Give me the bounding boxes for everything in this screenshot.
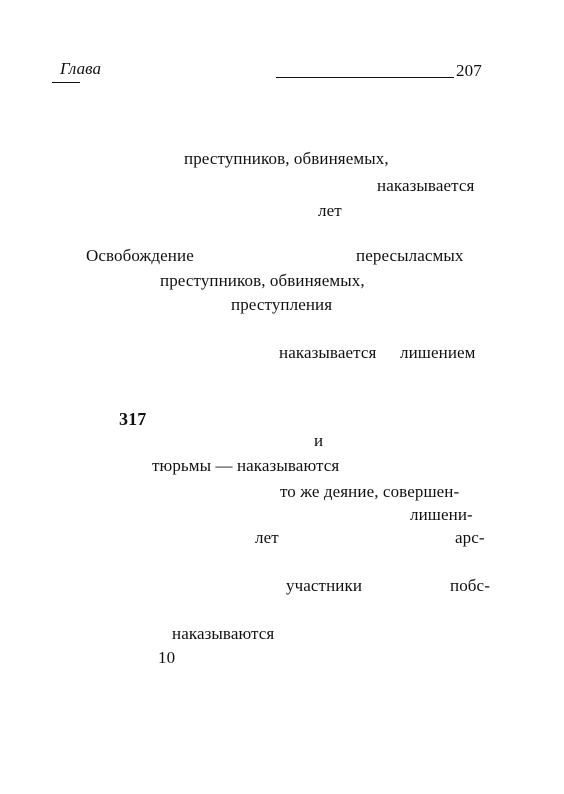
text-line: лет xyxy=(318,201,342,220)
text-line: 10 xyxy=(158,648,176,667)
header-rule xyxy=(276,77,454,78)
text-line: то же деяние, совершен- xyxy=(280,482,460,501)
text-line: и xyxy=(314,431,324,450)
text-line: лишени- xyxy=(410,505,473,524)
text-line: лишением xyxy=(400,343,476,362)
text-line: побс- xyxy=(450,576,490,595)
text-line: Освобождение xyxy=(86,246,194,265)
text-line: тюрьмы — наказываются xyxy=(152,456,340,475)
text-line: преступников, обвиняемых, xyxy=(184,149,389,168)
text-line: наказываются xyxy=(172,624,275,643)
text-line: пересыласмых xyxy=(356,246,464,265)
text-line: преступников, обвиняемых, xyxy=(160,271,365,290)
text-line: участники xyxy=(286,576,363,595)
page-number: 207 xyxy=(456,61,482,80)
text-line: преступления xyxy=(231,295,333,314)
article-number: 317 xyxy=(119,409,147,429)
text-line: наказывается xyxy=(377,176,475,195)
text-line: лет xyxy=(255,528,279,547)
chapter-heading: Глава xyxy=(60,59,102,78)
text-line: наказывается xyxy=(279,343,377,362)
text-line: арс- xyxy=(455,528,485,547)
chapter-underline xyxy=(52,82,80,83)
